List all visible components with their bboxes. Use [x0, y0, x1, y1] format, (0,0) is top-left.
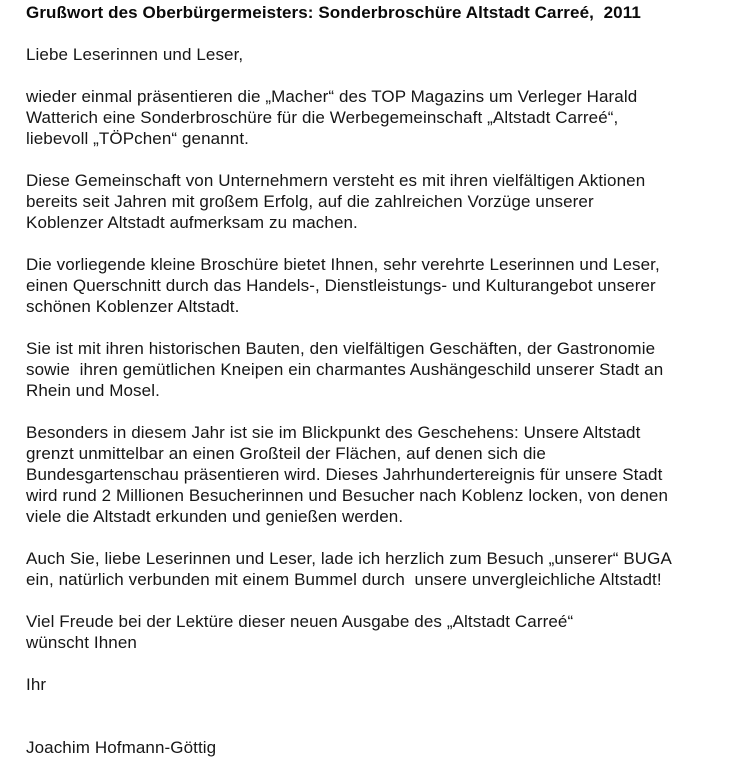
paragraph-line: Besonders in diesem Jahr ist sie im Blickpunkt des Geschehens: Unsere Altstadt	[26, 423, 641, 442]
paragraph-3	[26, 254, 726, 317]
paragraph-line: Diese Gemeinschaft von Unternehmern versteht es mit ihren vielfältigen Aktionen	[26, 171, 646, 190]
blank-line	[26, 149, 726, 170]
blank-line	[26, 65, 726, 86]
paragraph-1	[26, 86, 726, 149]
paragraph-line: einen Querschnitt durch das Handels-, Dienstleistungs- und Kulturangebot unserer	[26, 276, 656, 295]
paragraph-2	[26, 170, 726, 233]
paragraph-line: Koblenzer Altstadt aufmerksam zu machen.	[26, 213, 358, 232]
paragraph-line: Rhein und Mosel.	[26, 381, 160, 400]
paragraph-line: Watterich eine Sonderbroschüre für die Werbegemeinschaft „Altstadt Carreé“,	[26, 108, 619, 127]
blank-line	[26, 527, 726, 548]
paragraph-line: Auch Sie, liebe Leserinnen und Leser, lade ich herzlich zum Besuch „unserer“ BUGA	[26, 549, 672, 568]
salutation-line: Liebe Leserinnen und Leser,	[26, 45, 244, 64]
paragraph-line: Bundesgartenschau präsentieren wird. Dieses Jahrhundertereignis für unsere Stadt	[26, 465, 663, 484]
paragraph-line: Viel Freude bei der Lektüre dieser neuen Ausgabe des „Altstadt Carreé“	[26, 612, 574, 631]
blank-line	[26, 233, 726, 254]
paragraph-line: Die vorliegende kleine Broschüre bietet Ihnen, sehr verehrte Leserinnen und Leser,	[26, 255, 660, 274]
blank-line	[26, 653, 726, 674]
paragraph-line: wünscht Ihnen	[26, 633, 137, 652]
paragraph-line: wieder einmal präsentieren die „Macher“ des TOP Magazins um Verleger Harald	[26, 87, 638, 106]
signature-line: Joachim Hofmann-Göttig	[26, 738, 217, 757]
paragraph-line: liebevoll „TÖPchen“ genannt.	[26, 129, 249, 148]
closing-line: Ihr	[26, 675, 47, 694]
paragraph-line: Sie ist mit ihren historischen Bauten, den vielfältigen Geschäften, der Gastronomie	[26, 339, 656, 358]
paragraph-6	[26, 548, 726, 590]
blank-line	[26, 590, 726, 611]
paragraph-line: schönen Koblenzer Altstadt.	[26, 297, 240, 316]
blank-line	[26, 317, 726, 338]
paragraph-4	[26, 338, 726, 401]
blank-line	[26, 401, 726, 422]
paragraph-line: wird rund 2 Millionen Besucherinnen und Besucher nach Koblenz locken, von denen	[26, 486, 669, 505]
paragraph-line: sowie ihren gemütlichen Kneipen ein charmantes Aushängeschild unserer Stadt an	[26, 360, 664, 379]
paragraph-5	[26, 422, 726, 527]
blank-line	[26, 23, 726, 44]
blank-lines	[26, 695, 726, 737]
paragraph-line: grenzt unmittelbar an einen Großteil der Flächen, auf denen sich die	[26, 444, 546, 463]
paragraph-7	[26, 611, 726, 653]
paragraph-line: ein, natürlich verbunden mit einem Bummel durch unsere unvergleichliche Altstadt!	[26, 570, 662, 589]
paragraph-line: viele die Altstadt erkunden und genießen werden.	[26, 507, 404, 526]
paragraph-line: bereits seit Jahren mit großem Erfolg, auf die zahlreichen Vorzüge unserer	[26, 192, 594, 211]
document-title: Grußwort des Oberbürgermeisters: Sonderbroschüre Altstadt Carreé, 2011	[26, 3, 641, 22]
